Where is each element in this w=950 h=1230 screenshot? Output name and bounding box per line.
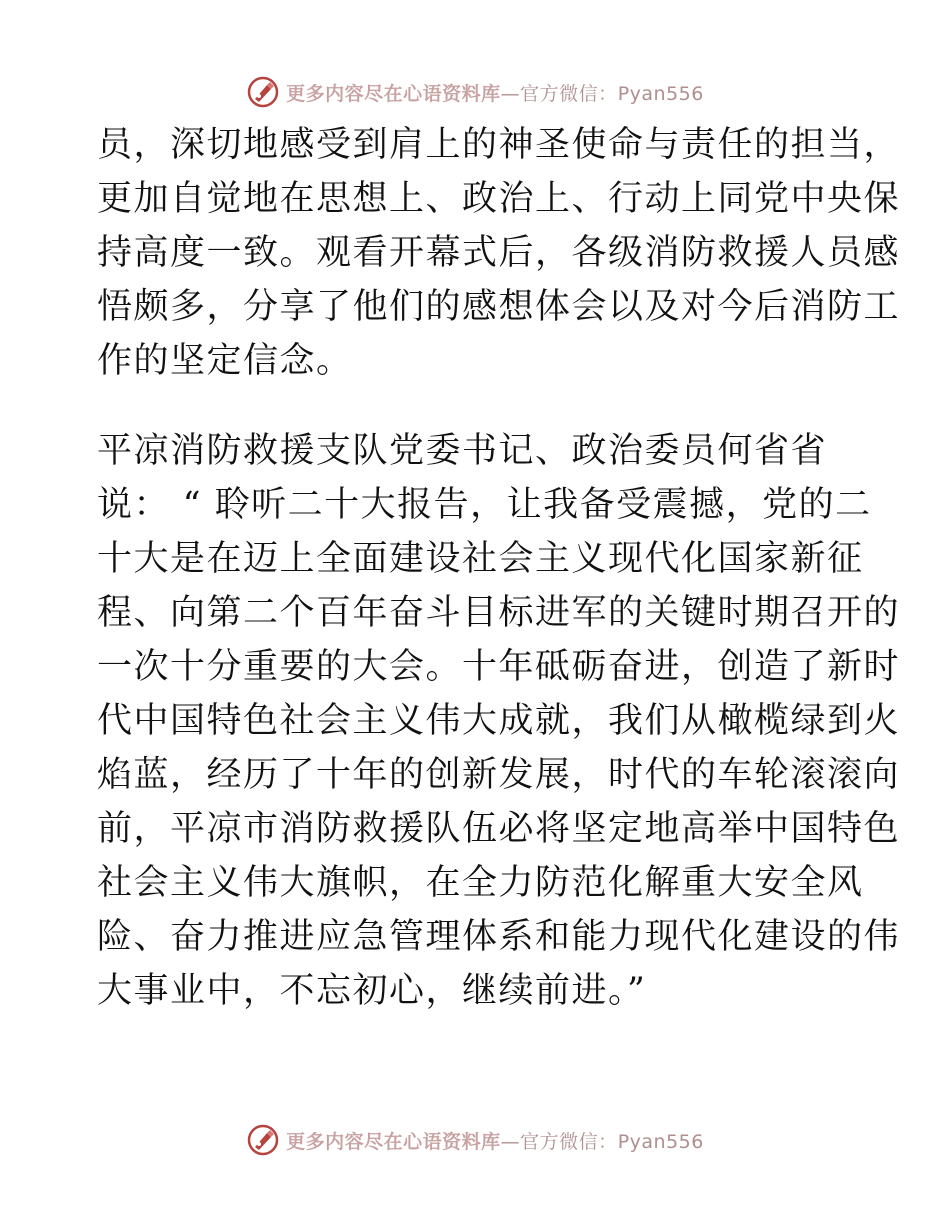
text-line: 前，平凉市消防救援队伍必将坚定地高举中国特色 [97, 809, 901, 849]
text-line: 一次十分重要的大会。十年砥砺奋进，创造了新时 [97, 647, 901, 687]
banner-main: 更多内容尽在心语资料库 [286, 1130, 501, 1153]
text-line: 社会主义伟大旗帜，在全力防范化解重大安全风 [97, 863, 864, 903]
banner-text [286, 79, 704, 106]
text-line: 更加自觉地在思想上、政治上、行动上同党中央保 [97, 179, 901, 219]
text-line: 平凉消防救援支队党委书记、政治委员何省省 [97, 431, 828, 471]
text-line: 作的坚定信念。 [97, 341, 353, 381]
header-banner [0, 72, 950, 112]
text-line: 说： “ 聆听二十大报告，让我备受震撼，党的二 [97, 485, 872, 525]
text-line: 焰蓝，经历了十年的创新发展，时代的车轮滚滚向 [97, 755, 901, 795]
text-line: 悟颇多，分享了他们的感想体会以及对今后消防工 [97, 287, 901, 327]
banner-dash: — [500, 82, 521, 105]
banner-dash: — [500, 1130, 521, 1153]
banner-text [286, 1127, 704, 1154]
document-body [97, 118, 901, 1018]
text-line: 程、向第二个百年奋斗目标进军的关键时期召开的 [97, 593, 901, 633]
text-line: 代中国特色社会主义伟大成就，我们从橄榄绿到火 [97, 701, 901, 741]
paragraph-1 [97, 118, 901, 388]
banner-official: 官方微信： [520, 82, 618, 105]
banner-wechat-id: Pyan556 [617, 82, 704, 105]
banner-official: 官方微信： [520, 1130, 618, 1153]
text-line: 持高度一致。观看开幕式后，各级消防救援人员感 [97, 233, 901, 273]
pen-nib-logo-icon [246, 1123, 280, 1157]
pen-nib-logo-icon [246, 75, 280, 109]
text-line: 险、奋力推进应急管理体系和能力现代化建设的伟 [97, 917, 901, 957]
banner-main: 更多内容尽在心语资料库 [286, 82, 501, 105]
footer-banner [0, 1120, 950, 1160]
text-line: 员，深切地感受到肩上的神圣使命与责任的担当， [97, 125, 901, 165]
text-line: 大事业中，不忘初心，继续前进。” [97, 971, 647, 1011]
banner-wechat-id: Pyan556 [617, 1130, 704, 1153]
paragraph-2 [97, 424, 901, 1018]
paragraph-spacer [97, 388, 857, 424]
text-line: 十大是在迈上全面建设社会主义现代化国家新征 [97, 539, 864, 579]
